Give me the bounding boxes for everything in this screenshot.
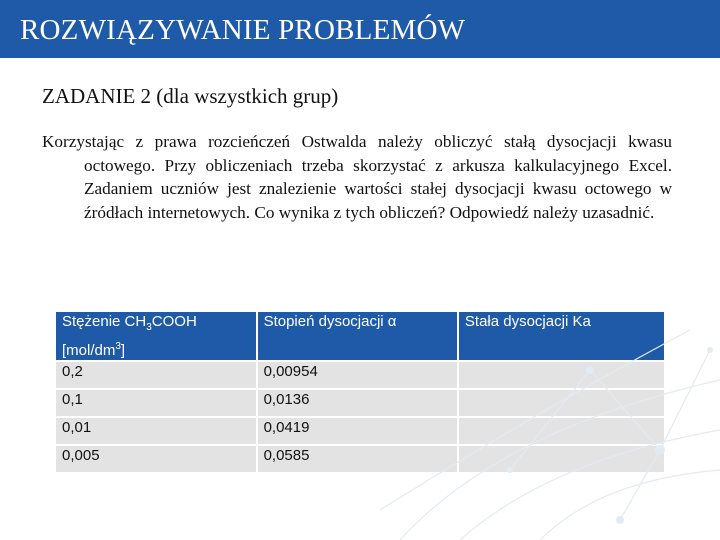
task-title: ZADANIE 2 (dla wszystkich grup) bbox=[42, 84, 339, 108]
cell-alpha: 0,0419 bbox=[258, 418, 457, 444]
cell-alpha: 0,0136 bbox=[258, 390, 457, 416]
header-concentration-mid: COOH [mol/dm bbox=[62, 313, 197, 359]
task-description: Korzystając z prawa rozcieńczeń Ostwalda należy obliczyć stałą dysocjacji kwasu octowego. Przy obliczeniach trzeba skorzystać z arkusza kalkulacyjnego Excel. Zadaniem uczniów jest znalezienie wartości stałej dysocjacji kwasu octowego w źródłach internetowych. Co wynika z tych obliczeń? Odpowiedź należy uzasadnić. bbox=[42, 132, 672, 222]
header-concentration-sup: 3 bbox=[115, 341, 121, 352]
header-ka: Stała dysocjacji Ka bbox=[459, 312, 664, 360]
header-concentration-text: Stężenie CH bbox=[62, 313, 147, 330]
header-alpha: Stopień dysocjacji α bbox=[258, 312, 457, 360]
cell-alpha: 0,00954 bbox=[258, 362, 457, 388]
header-concentration bbox=[56, 312, 256, 360]
decorative-network-watermark bbox=[360, 310, 720, 540]
cell-concentration: 0,01 bbox=[56, 418, 256, 444]
header-bar bbox=[0, 0, 720, 58]
cell-concentration: 0,2 bbox=[56, 362, 256, 388]
cell-concentration: 0,1 bbox=[56, 390, 256, 416]
header-concentration-sub: 3 bbox=[146, 322, 152, 333]
page-title: ROZWIĄZYWANIE PROBLEMÓW bbox=[20, 14, 466, 46]
cell-alpha: 0,0585 bbox=[258, 446, 457, 472]
header-concentration-post: ] bbox=[120, 342, 126, 359]
cell-concentration: 0,005 bbox=[56, 446, 256, 472]
